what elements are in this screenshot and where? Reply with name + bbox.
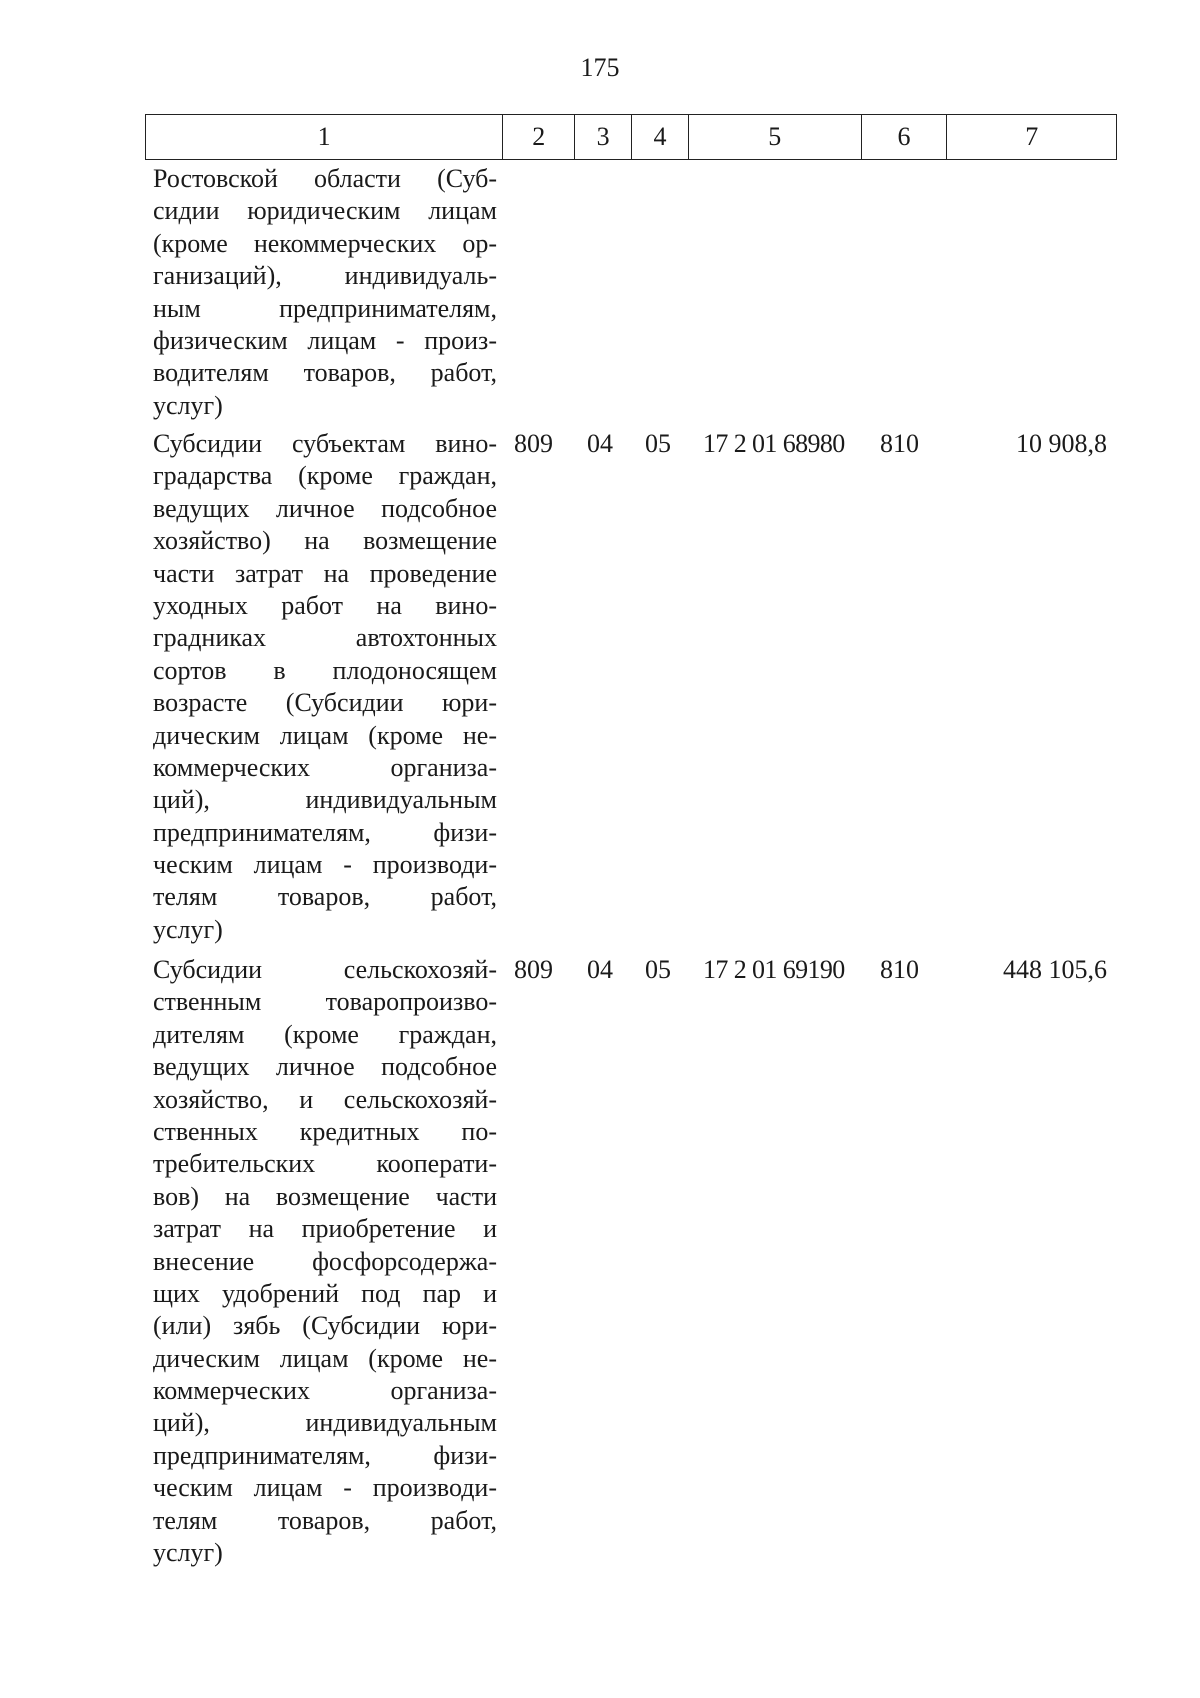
description-line: ным предпринимателям, [153,293,497,323]
description-line: услуг) [153,914,223,944]
description-line: сидии юридическим лицам [153,196,497,226]
description-line: физическим лицам - произ- [153,325,497,355]
row-col-3: 04 [587,429,613,458]
description-line: ведущих личное подсобное [153,1052,497,1082]
description-line: дическим лицам (кроме не- [153,720,497,750]
description-line: затрат на приобретение и [153,1214,497,1244]
row-description [153,163,497,422]
description-line: вов) на возмещение части [153,1181,497,1211]
description-line: градниках автохтонных [153,623,497,653]
description-line: ций), индивидуальным [153,785,497,815]
description-line: предпринимателям, физи- [153,1440,497,1470]
header-col-5: 5 [688,115,861,159]
description-line: ческим лицам - производи- [153,850,497,880]
description-line: дителям (кроме граждан, [153,1019,497,1049]
description-line: (или) зябь (Субсидии юри- [153,1311,497,1341]
row-col-7: 448 105,6 [1003,955,1107,984]
row-col-6: 810 [880,429,919,458]
description-line: сортов в плодоносящем [153,655,497,685]
row-col-4: 05 [645,955,671,984]
description-line: градарства (кроме граждан, [153,461,497,491]
description-line: уходных работ на вино- [153,590,497,620]
description-line: ведущих личное подсобное [153,493,497,523]
row-col-5: 17 2 01 68980 [703,429,845,458]
description-line: телям товаров, работ, [153,1505,497,1535]
description-line: предпринимателям, физи- [153,817,497,847]
header-col-3: 3 [574,115,631,159]
header-col-7: 7 [946,115,1116,159]
row-col-5: 17 2 01 69190 [703,955,845,984]
description-line: дическим лицам (кроме не- [153,1343,497,1373]
description-line: услуг) [153,1538,223,1568]
description-line: телям товаров, работ, [153,882,497,912]
description-line: ственных кредитных по- [153,1116,497,1146]
description-line: щих удобрений под пар и [153,1278,497,1308]
description-line: (кроме некоммерческих ор- [153,228,497,258]
description-line: Ростовской области (Суб- [153,164,497,193]
description-line: коммерческих организа- [153,1376,497,1406]
row-col-2: 809 [514,429,553,458]
row-col-4: 05 [645,429,671,458]
description-line: хозяйство, и сельскохозяй- [153,1084,497,1114]
description-line: ганизаций), индивидуаль- [153,261,497,291]
row-col-6: 810 [880,955,919,984]
description-line: водителям товаров, работ, [153,358,497,388]
description-line: Субсидии субъектам вино- [153,429,497,458]
row-description [153,428,497,946]
row-col-2: 809 [514,955,553,984]
header-col-4: 4 [631,115,688,159]
description-line: коммерческих организа- [153,752,497,782]
row-col-3: 04 [587,955,613,984]
description-line: требительских кооперати- [153,1149,497,1179]
description-line: хозяйство) на возмещение [153,526,497,556]
description-line: Субсидии сельскохозяй- [153,955,497,984]
table-header [145,114,1117,160]
description-line: части затрат на проведение [153,558,497,588]
description-line: возрасте (Субсидии юри- [153,688,497,718]
row-description [153,954,497,1569]
page-number: 175 [580,53,620,82]
description-line: услуг) [153,390,223,420]
header-col-1: 1 [317,122,331,151]
description-line: ственным товаропроизво- [153,987,497,1017]
row-col-7: 10 908,8 [1016,429,1107,458]
header-col-6: 6 [861,115,947,159]
description-line: ций), индивидуальным [153,1408,497,1438]
description-line: ческим лицам - производи- [153,1473,497,1503]
description-line: внесение фосфорсодержа- [153,1246,497,1276]
header-col-2: 2 [502,115,574,159]
